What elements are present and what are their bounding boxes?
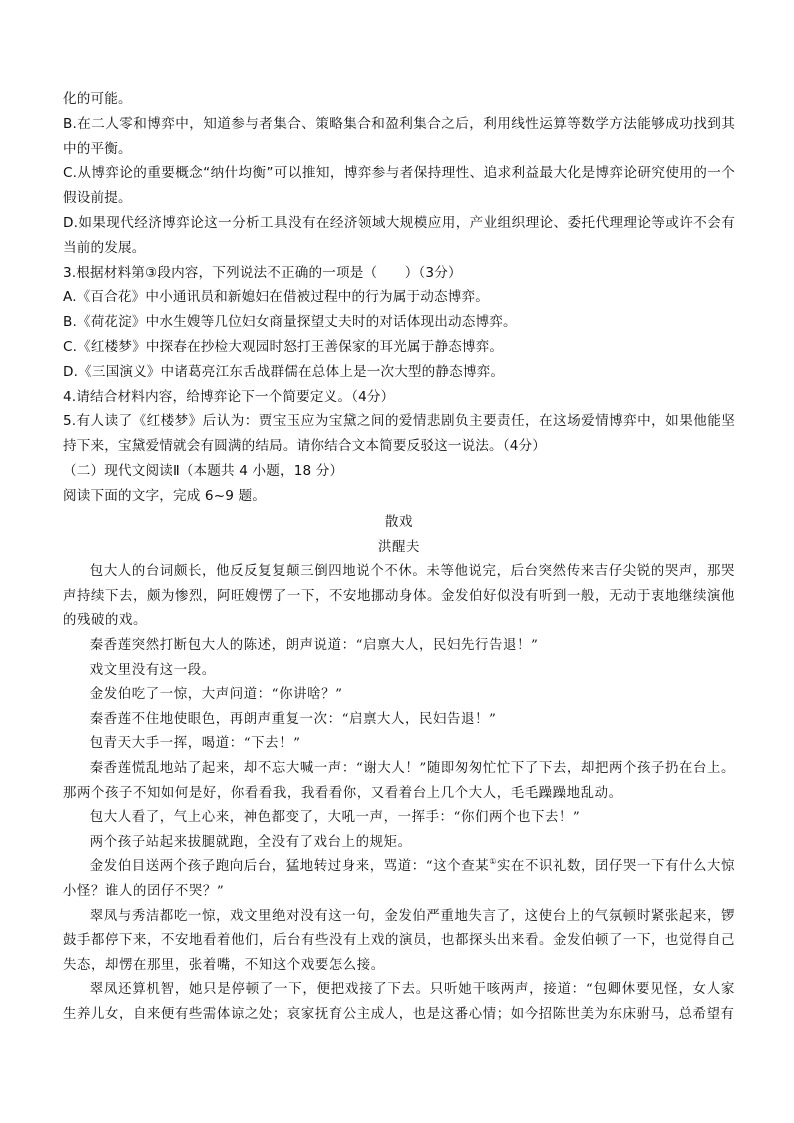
- story-paragraph: 包大人的台词颇长，他反反复复颠三倒四地说个不休。未等他说完，后台突然传来吉仔尖锐的哭声，那哭声持续下去，颇为惨烈，阿旺嫂愣了一下，不安地挪动身体。金发伯好似没有听到一般，无动于衷地继续演他的残破的戏。: [63, 564, 735, 629]
- option-b: B.在二人零和博弈中，知道参与者集合、策略集合和盈利集合之后，利用线性运算等数学方法能够成功找到其中的平衡。: [63, 115, 735, 157]
- story-paragraph: 戏文里没有这一段。: [89, 662, 216, 678]
- story-title: 散戏: [385, 515, 413, 530]
- option-c: C.从博弈论的重要概念“纳什均衡”可以推知，博弈参与者保持理性、追求利益最大化是博弈论研究使用的一个假设前提。: [63, 165, 735, 207]
- story-paragraph: 包青天大手一挥，喝道：“下去！”: [89, 736, 301, 752]
- story-paragraph: 两个孩子站起来拔腿就跑，全没有了戏台上的规矩。: [89, 834, 412, 850]
- option-a: A.《百合花》中小通讯员和新媳妇在借被过程中的行为属于动态博弈。: [63, 289, 489, 306]
- story-block: [63, 511, 735, 1027]
- reading-instruction: 阅读下面的文字，完成 6~9 题。: [63, 487, 267, 504]
- footnote-mark: ①: [489, 856, 498, 866]
- story-text: 实在不识礼数，囝仔哭一下有什么大惊小怪？谁人的囝仔不哭？”: [63, 859, 735, 899]
- option-d: D.《三国演义》中诸葛亮江东舌战群儒在总体上是一次大型的静态博弈。: [63, 363, 505, 380]
- story-paragraph: 翠凤与秀洁都吃一惊，戏文里绝对没有这一句，金发伯严重地失言了，这使台上的气氛顿时紧张起来，锣鼓手都停下来，不安地看着他们，后台有些没有上戏的演员，也都探头出来看。金发伯顿了一下，也觉得自己失态，却愣在那里，张着嘴，不知这个戏要怎么接。: [63, 908, 735, 973]
- story-author: 洪醒夫: [378, 539, 420, 555]
- question-4: 4.请结合材料内容，给博弈论下一个简要定义。（4分）: [63, 388, 395, 405]
- option-b: B.《荷花淀》中水生嫂等几位妇女商量探望丈夫时的对话体现出动态博弈。: [63, 314, 517, 331]
- story-paragraph: [63, 855, 735, 904]
- option-d: D.如果现代经济博弈论这一分析工具没有在经济领域大规模应用，产业组织理论、委托代理理论等或许不会有当前的发展。: [63, 214, 735, 256]
- option-c: C.《红楼梦》中探春在抄检大观园时怒打王善保家的耳光属于静态博弈。: [63, 338, 504, 355]
- question-block: [63, 87, 735, 509]
- story-paragraph: 秦香莲突然打断包大人的陈述，朗声说道：“启禀大人，民妇先行告退！”: [89, 637, 539, 653]
- question-3: 3.根据材料第③段内容，下列说法不正确的一项是（ ）（3分）: [63, 264, 462, 281]
- question-5: 5.有人读了《红楼梦》后认为：贾宝玉应为宝黛之间的爱情悲剧负主要责任，在这场爱情博弈中，如果他能坚持下来，宝黛爱情就会有圆满的结局。请你结合文本简要反驳这一说法。（4分）: [63, 413, 735, 455]
- story-paragraph: 翠凤还算机智，她只是停顿了一下，便把戏接了下去。只听她干咳两声，接道：“包卿休要见怪，女人家生养儿女，自来便有些需体谅之处；哀家抚育公主成人，也是这番心情；如今招陈世美为东床驸马，总希望有: [63, 982, 735, 1022]
- text-line: 化的可能。: [63, 91, 132, 107]
- story-paragraph: 秦香莲不住地使眼色，再朗声重复一次：“启禀大人，民妇告退！”: [89, 711, 497, 727]
- story-paragraph: 金发伯吃了一惊，大声问道：“你讲啥？”: [89, 687, 343, 703]
- story-text: 金发伯目送两个孩子跑向后台，猛地转过身来，骂道：“这个查某: [89, 859, 490, 875]
- story-paragraph: 秦香莲慌乱地站了起来，却不忘大喊一声：“谢大人！”随即匆匆忙忙下了下去，却把两个孩子扔在台上。那两个孩子不知如何是好，你看看我，我看看你，又看着台上几个大人，毛毛躁躁地乱动。: [63, 760, 735, 801]
- section-heading: （二）现代文阅读Ⅱ（本题共 4 小题，18 分）: [63, 462, 344, 479]
- story-paragraph: 包大人看了，气上心来，神色都变了，大吼一声，一挥手：“你们两个也下去！”: [89, 810, 581, 826]
